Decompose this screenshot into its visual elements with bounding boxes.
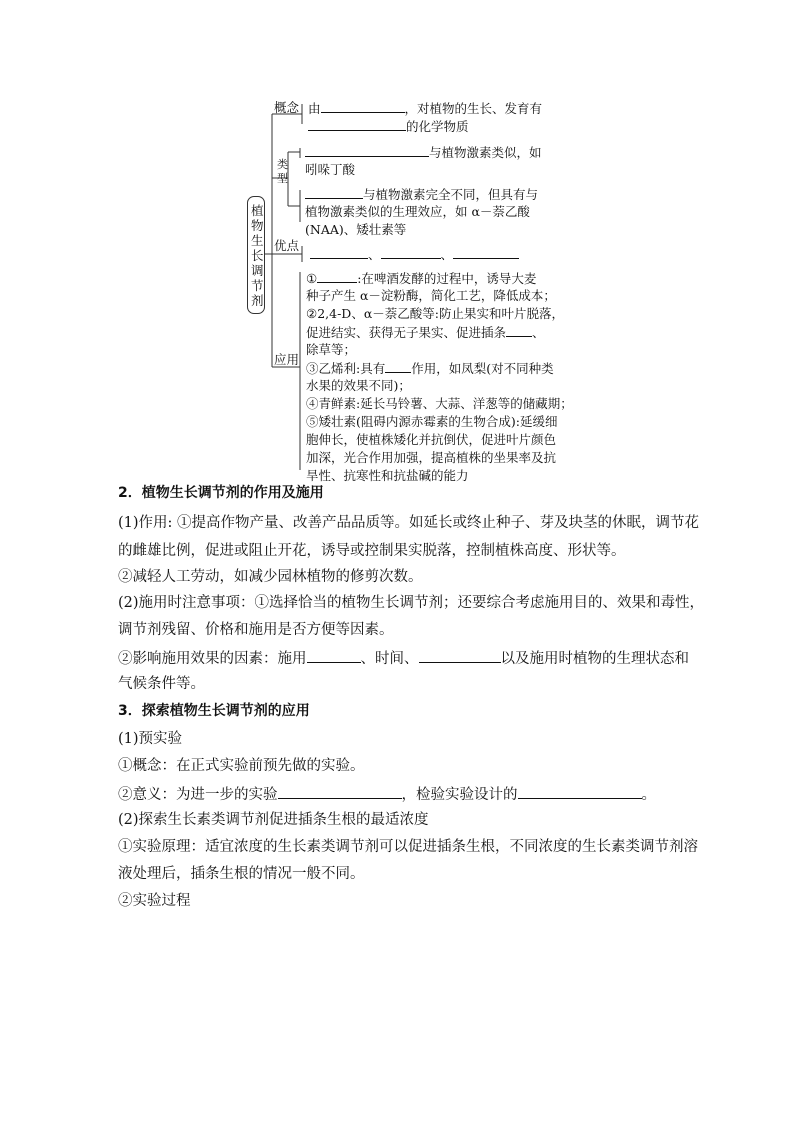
paragraph-line: 调节剂残留、价格和施用是否方便等因素。 <box>118 622 394 638</box>
advantage-separator: 、 <box>368 247 381 262</box>
fill-blank <box>419 646 501 663</box>
text-segment: 、时间、 <box>360 651 419 667</box>
fill-blank <box>321 98 405 113</box>
application-2-line-3: 除草等； <box>306 342 357 357</box>
fill-blank <box>518 782 642 799</box>
section-3-title: 3．探索植物生长调节剂的应用 <box>118 703 310 719</box>
paragraph-line: 气候条件等。 <box>118 676 205 692</box>
concept-text-post: 的化学物质 <box>406 119 469 134</box>
fill-blank <box>308 116 406 131</box>
fill-blank <box>385 358 411 373</box>
concept-text-post: ，对植物的生长、发育有 <box>404 101 543 116</box>
paragraph-line: ②减轻人工劳动，如减少园林植物的修剪次数。 <box>118 569 423 585</box>
advantage-blanks <box>310 244 519 265</box>
paragraph-line: (2)施用时注意事项：①选择恰当的植物生长调节剂；还要综合考虑施用目的、效果和毒性， <box>118 595 705 611</box>
text-segment: 。 <box>641 787 656 803</box>
application-3-line-2: 水果的效果不同)； <box>306 378 411 393</box>
paragraph-line: ①实验原理：适宜浓度的生长素类调节剂可以促进插条生根，不同浓度的生长素类调节剂溶 <box>118 839 698 855</box>
root-label: 植物生长调节剂 <box>251 203 264 308</box>
branch-label-concept: 概念 <box>274 100 300 115</box>
fill-blank <box>381 244 441 259</box>
application-1-marker: ① <box>306 271 318 286</box>
branch-label-type: 类型 <box>277 158 288 185</box>
text-segment: ，检验实验设计的 <box>401 787 518 803</box>
type-2-line-2: 植物激素类似的生理效应，如 α－萘乙酸 <box>305 204 530 219</box>
text-segment: ②影响施用效果的因素：施用 <box>118 651 307 667</box>
application-2-text: 促进结实、获得无子果实、促进插条 <box>306 325 507 340</box>
application-5-line-1: ⑤矮壮素(阻碍内源赤霉素的生物合成):延缓细 <box>306 414 558 429</box>
application-1-text: :在啤酒发酵的过程中，诱导大麦 <box>357 271 537 286</box>
advantage-separator: 、 <box>440 247 454 262</box>
text-segment: ②意义：为进一步的实验 <box>118 787 278 803</box>
application-2-line-1: ②2,4-D、α－萘乙酸等:防止果实和叶片脱落， <box>306 306 564 321</box>
section-2-title: 2．植物生长调节剂的作用及施用 <box>118 485 324 501</box>
fill-blank <box>305 142 429 157</box>
paragraph-line: ①概念：在正式实验前预先做的实验。 <box>118 758 365 774</box>
application-5-line-4: 旱性、抗寒性和抗盐碱的能力 <box>306 468 469 483</box>
fill-blank <box>278 782 402 799</box>
paragraph-line: 的雌雄比例，促进或阻止开花，诱导或控制果实脱落，控制植株高度、形状等。 <box>118 543 626 559</box>
concept-line-2 <box>308 116 469 137</box>
application-2-text-post: 、 <box>532 325 545 340</box>
paragraph-line-with-blanks <box>118 646 689 670</box>
fill-blank <box>310 244 368 259</box>
fill-blank <box>317 268 357 283</box>
fill-blank <box>307 646 361 663</box>
paragraph-line: 液处理后，插条生根的情况一般不同。 <box>118 866 365 882</box>
type-1-text: 与植物激素类似，如 <box>429 145 542 160</box>
fill-blank <box>305 184 363 199</box>
application-3-text: ③乙烯利:具有 <box>306 361 386 376</box>
type-2-line-3: (NAA)、矮壮素等 <box>305 222 407 237</box>
text-segment: 以及施用时植物的生理状态和 <box>500 651 689 667</box>
application-5-line-3: 加深，光合作用加强，提高植株的坐果率及抗 <box>306 450 557 465</box>
application-5-line-2: 胞伸长，使植株矮化并抗倒伏，促进叶片颜色 <box>306 432 557 447</box>
application-3-text-post: 作用，如凤梨(对不同种类 <box>411 361 554 376</box>
paragraph-line: (2)探索生长素类调节剂促进插条生根的最适浓度 <box>118 812 429 828</box>
paragraph-line-with-blanks <box>118 782 656 806</box>
paragraph-line: ②实验过程 <box>118 893 191 909</box>
type-2-text: 与植物激素完全不同，但具有与 <box>363 187 539 202</box>
fill-blank <box>453 244 519 259</box>
paragraph-line: (1)预实验 <box>118 731 183 747</box>
application-1-line-2: 种子产生 α－淀粉酶，简化工艺，降低成本； <box>306 288 556 303</box>
concept-text-pre: 由 <box>308 101 321 116</box>
type-1-line-2: 吲哚丁酸 <box>305 162 356 177</box>
branch-label-advantage: 优点 <box>274 238 300 253</box>
paragraph-line: (1)作用: ①提高作物产量、改善产品品质等。如延长或终止种子、芽及块茎的休眠，调节花 <box>118 515 700 531</box>
branch-label-application: 应用 <box>274 352 300 367</box>
application-4-line: ④青鲜素:延长马铃薯、大蒜、洋葱等的储藏期； <box>306 396 573 411</box>
fill-blank <box>506 322 532 337</box>
root-node <box>247 196 265 314</box>
